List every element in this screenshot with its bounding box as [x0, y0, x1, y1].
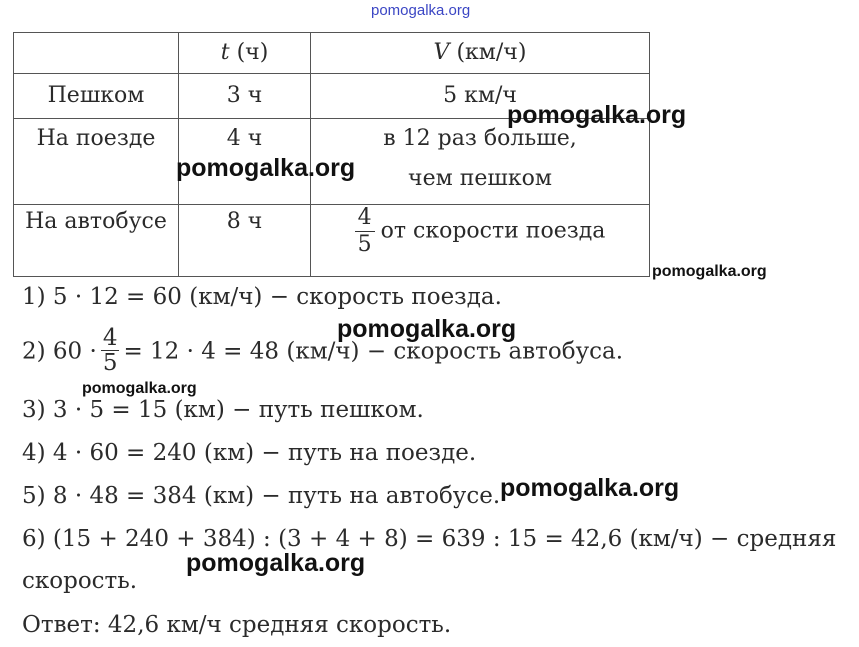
- watermark: pomogalka.org: [500, 474, 680, 502]
- row-speed: [311, 119, 650, 205]
- watermark: pomogalka.org: [652, 263, 767, 280]
- watermark: pomogalka.org: [176, 154, 356, 182]
- row-label: Пешком: [14, 74, 179, 119]
- header-empty-cell: [14, 33, 179, 74]
- speed-rest: от скорости поезда: [380, 218, 606, 244]
- time-symbol: t: [220, 40, 230, 65]
- speed-symbol: V: [433, 40, 450, 65]
- step-5: 5) 8 · 48 = 384 (км) − путь на автобусе.: [22, 483, 501, 509]
- row-speed: 5 км/ч: [311, 74, 650, 119]
- fraction-numerator: 4: [102, 325, 118, 351]
- step-1: 1) 5 · 12 = 60 (км/ч) − скорость поезда.: [22, 284, 502, 310]
- step-2: [22, 325, 624, 377]
- speed-line-2: чем пешком: [408, 166, 552, 191]
- step-2-post: = 12 · 4 = 48 (км/ч) − скорость автобуса.: [123, 338, 624, 365]
- row-time: 4 ч: [179, 119, 311, 205]
- step-2-pre: 2) 60 ·: [22, 338, 97, 365]
- fraction-numerator: 4: [355, 205, 375, 232]
- step-4: 4) 4 · 60 = 240 (км) − путь на поезде.: [22, 440, 477, 466]
- row-label: На поезде: [14, 119, 179, 205]
- step-3: 3) 3 · 5 = 15 (км) − путь пешком.: [22, 397, 424, 423]
- fraction: [355, 205, 375, 258]
- answer-line: Ответ: 42,6 км/ч средняя скорость.: [22, 612, 452, 638]
- row-speed: [311, 205, 650, 277]
- table-row-bus: [14, 205, 650, 277]
- table-header-row: [14, 33, 650, 74]
- header-speed-cell: [311, 33, 650, 74]
- row-time: 8 ч: [179, 205, 311, 277]
- step-6-line-2: скорость.: [22, 568, 138, 594]
- fraction-denominator: 5: [102, 350, 118, 376]
- speed-line-1: в 12 раз больше,: [383, 126, 577, 151]
- watermark-top: pomogalka.org: [371, 2, 471, 19]
- watermark: pomogalka.org: [186, 549, 366, 577]
- step-2-fraction: [101, 326, 120, 375]
- header-time-cell: [179, 33, 311, 74]
- step-6-line-1: 6) (15 + 240 + 384) : (3 + 4 + 8) = 639 : 15 = 42,6 (км/ч) − средняя: [22, 526, 837, 552]
- time-unit: (ч): [236, 40, 269, 65]
- row-time: 3 ч: [179, 74, 311, 119]
- watermark: pomogalka.org: [82, 380, 197, 397]
- fraction-denominator: 5: [357, 232, 372, 257]
- watermark: pomogalka.org: [507, 101, 687, 129]
- watermark: pomogalka.org: [337, 315, 517, 343]
- speed-unit: (км/ч): [456, 40, 527, 65]
- row-label: На автобусе: [14, 205, 179, 277]
